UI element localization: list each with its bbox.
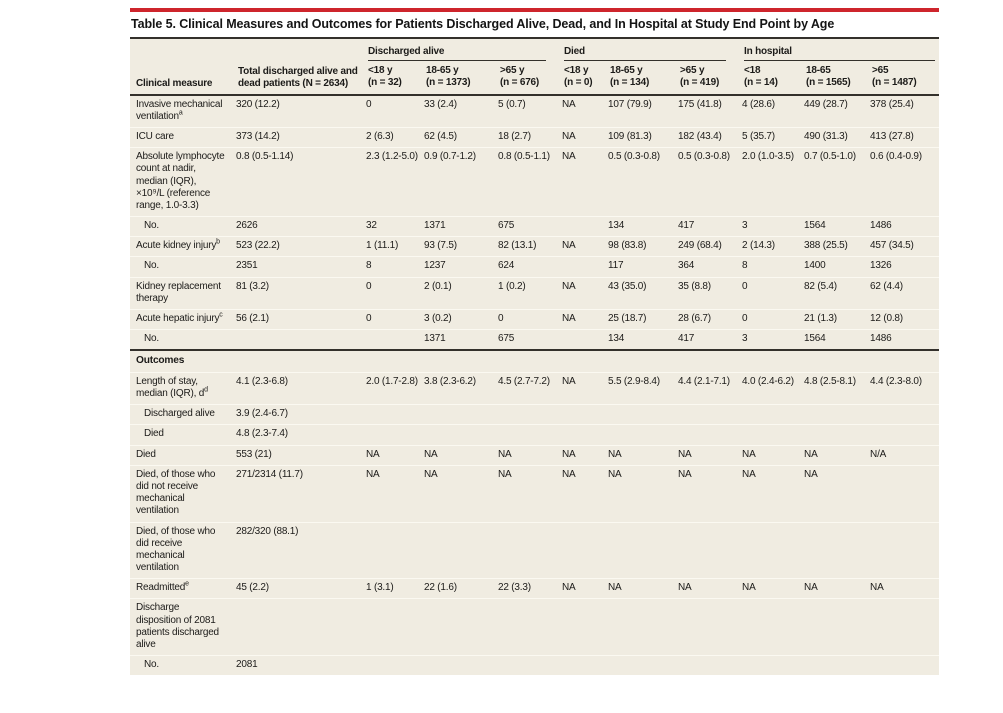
cell-ih-18-65	[804, 656, 870, 676]
cell-ih-under18: 5 (35.7)	[742, 127, 804, 147]
cell-da-18-65: NA	[424, 465, 498, 522]
section-row	[130, 350, 939, 372]
cell-ih-over65	[870, 405, 939, 425]
cell-ih-over65: 0.6 (0.4-0.9)	[870, 148, 939, 217]
table-row	[130, 237, 939, 257]
cell-died-18-65: 134	[608, 217, 678, 237]
cell-da-over65: NA	[498, 465, 562, 522]
cell-ih-18-65: 0.7 (0.5-1.0)	[804, 148, 870, 217]
cell-da-18-65: 3.8 (2.3-6.2)	[424, 372, 498, 404]
cell-da-18-65: NA	[424, 445, 498, 465]
cell-ih-under18	[742, 522, 804, 579]
cell-died-over65	[678, 405, 742, 425]
cell-died-18-65	[608, 656, 678, 676]
cell-da-under18	[366, 425, 424, 445]
cell-ih-over65: 4.4 (2.3-8.0)	[870, 372, 939, 404]
cell-ih-over65	[870, 465, 939, 522]
cell-ih-18-65: 21 (1.3)	[804, 310, 870, 330]
cell-ih-18-65: NA	[804, 465, 870, 522]
cell-da-over65: 4.5 (2.7-7.2)	[498, 372, 562, 404]
cell-died-under18	[562, 522, 608, 579]
cell-total: 56 (2.1)	[236, 310, 366, 330]
cell-died-18-65: 117	[608, 257, 678, 277]
row-label: Kidney replacement therapy	[130, 277, 236, 309]
cell-died-under18: NA	[562, 277, 608, 309]
cell-died-over65: 249 (68.4)	[678, 237, 742, 257]
cell-ih-over65: NA	[870, 579, 939, 599]
cell-da-under18	[366, 522, 424, 579]
cell-da-over65: 0.8 (0.5-1.1)	[498, 148, 562, 217]
cell-ih-18-65	[804, 599, 870, 656]
cell-ih-over65: 378 (25.4)	[870, 95, 939, 128]
cell-died-18-65: 107 (79.9)	[608, 95, 678, 128]
cell-ih-under18: 3	[742, 330, 804, 351]
cell-ih-18-65: 82 (5.4)	[804, 277, 870, 309]
header-group-discharged-alive	[366, 39, 562, 61]
cell-died-over65: 182 (43.4)	[678, 127, 742, 147]
cell-da-18-65	[424, 656, 498, 676]
cell-da-over65: 5 (0.7)	[498, 95, 562, 128]
cell-ih-over65: 1486	[870, 330, 939, 351]
cell-total: 0.8 (0.5-1.14)	[236, 148, 366, 217]
cell-died-18-65: 134	[608, 330, 678, 351]
cell-died-over65: NA	[678, 445, 742, 465]
table-row	[130, 148, 939, 217]
cell-total: 320 (12.2)	[236, 95, 366, 128]
table-block	[130, 8, 939, 675]
cell-died-over65	[678, 599, 742, 656]
cell-da-under18	[366, 330, 424, 351]
cell-ih-over65: 12 (0.8)	[870, 310, 939, 330]
cell-ih-under18: 2.0 (1.0-3.5)	[742, 148, 804, 217]
table-row	[130, 257, 939, 277]
cell-died-18-65: NA	[608, 445, 678, 465]
cell-ih-under18: 8	[742, 257, 804, 277]
table-row	[130, 445, 939, 465]
cell-ih-18-65: 449 (28.7)	[804, 95, 870, 128]
cell-da-over65: 0	[498, 310, 562, 330]
cell-da-18-65: 1371	[424, 217, 498, 237]
cell-da-18-65: 33 (2.4)	[424, 95, 498, 128]
cell-died-under18: NA	[562, 372, 608, 404]
header-total-column: Total discharged alive and dead patients (N = 2634)	[236, 39, 366, 95]
cell-died-18-65: 0.5 (0.3-0.8)	[608, 148, 678, 217]
subcol-died-over65: >65 y (n = 419)	[678, 61, 742, 94]
cell-died-under18: NA	[562, 445, 608, 465]
row-label: No.	[130, 330, 236, 351]
header-group-row	[130, 39, 939, 61]
row-label: Readmitted$^e$	[130, 579, 236, 599]
row-label: Invasive mechanical ventilation$^a$	[130, 95, 236, 128]
cell-ih-over65	[870, 599, 939, 656]
table-row	[130, 656, 939, 676]
cell-total: 523 (22.2)	[236, 237, 366, 257]
cell-ih-over65: 413 (27.8)	[870, 127, 939, 147]
cell-died-under18	[562, 656, 608, 676]
table-row	[130, 599, 939, 656]
cell-died-under18: NA	[562, 310, 608, 330]
cell-da-over65: 675	[498, 330, 562, 351]
cell-died-18-65	[608, 405, 678, 425]
cell-da-over65	[498, 656, 562, 676]
cell-da-over65	[498, 599, 562, 656]
row-label: Acute kidney injury$^b$	[130, 237, 236, 257]
cell-ih-under18	[742, 405, 804, 425]
cell-died-over65: 417	[678, 217, 742, 237]
cell-died-over65	[678, 656, 742, 676]
clinical-table	[130, 39, 939, 675]
table-row	[130, 127, 939, 147]
cell-ih-over65	[870, 522, 939, 579]
table-row	[130, 217, 939, 237]
cell-da-18-65: 1371	[424, 330, 498, 351]
cell-ih-over65: 62 (4.4)	[870, 277, 939, 309]
cell-da-18-65: 0.9 (0.7-1.2)	[424, 148, 498, 217]
cell-da-under18: 0	[366, 95, 424, 128]
table-header	[130, 39, 939, 95]
cell-ih-over65	[870, 425, 939, 445]
table-row	[130, 405, 939, 425]
cell-ih-18-65	[804, 425, 870, 445]
cell-ih-under18	[742, 425, 804, 445]
cell-da-over65: 82 (13.1)	[498, 237, 562, 257]
cell-ih-under18: NA	[742, 445, 804, 465]
cell-ih-18-65: 490 (31.3)	[804, 127, 870, 147]
cell-died-over65: 417	[678, 330, 742, 351]
table-row	[130, 310, 939, 330]
cell-ih-over65	[870, 656, 939, 676]
cell-died-18-65: NA	[608, 579, 678, 599]
subcol-died-under18: <18 y (n = 0)	[562, 61, 608, 94]
row-label: Died	[130, 425, 236, 445]
cell-total: 4.8 (2.3-7.4)	[236, 425, 366, 445]
cell-da-under18	[366, 405, 424, 425]
cell-da-under18: 2 (6.3)	[366, 127, 424, 147]
table-row	[130, 579, 939, 599]
row-label: Discharge disposition of 2081 patients discharged alive	[130, 599, 236, 656]
cell-da-18-65: 1237	[424, 257, 498, 277]
cell-da-under18: 2.3 (1.2-5.0)	[366, 148, 424, 217]
cell-da-18-65	[424, 425, 498, 445]
table-row	[130, 465, 939, 522]
cell-died-under18	[562, 405, 608, 425]
table-row	[130, 372, 939, 404]
cell-died-under18: NA	[562, 95, 608, 128]
cell-da-18-65: 62 (4.5)	[424, 127, 498, 147]
cell-total: 282/320 (88.1)	[236, 522, 366, 579]
row-label: No.	[130, 217, 236, 237]
cell-total: 553 (21)	[236, 445, 366, 465]
row-label: Discharged alive	[130, 405, 236, 425]
row-label: Acute hepatic injury$^c$	[130, 310, 236, 330]
cell-da-under18: 8	[366, 257, 424, 277]
cell-ih-18-65: 1564	[804, 217, 870, 237]
cell-died-under18: NA	[562, 148, 608, 217]
row-label: Absolute lymphocyte count at nadir, median (IQR), ×10⁹/L (reference range, 1.0-3.3)	[130, 148, 236, 217]
cell-da-under18: 1 (11.1)	[366, 237, 424, 257]
table-row	[130, 330, 939, 351]
cell-da-over65: 22 (3.3)	[498, 579, 562, 599]
cell-total	[236, 330, 366, 351]
cell-da-18-65: 22 (1.6)	[424, 579, 498, 599]
cell-died-under18: NA	[562, 465, 608, 522]
header-group-in-hospital	[742, 39, 939, 61]
cell-died-under18	[562, 599, 608, 656]
cell-ih-18-65: 1564	[804, 330, 870, 351]
cell-ih-under18: 3	[742, 217, 804, 237]
cell-da-under18	[366, 599, 424, 656]
cell-ih-18-65	[804, 522, 870, 579]
cell-da-under18: NA	[366, 465, 424, 522]
row-label: No.	[130, 257, 236, 277]
cell-ih-18-65: 388 (25.5)	[804, 237, 870, 257]
cell-died-18-65: 25 (18.7)	[608, 310, 678, 330]
cell-died-over65: 0.5 (0.3-0.8)	[678, 148, 742, 217]
cell-ih-18-65: 1400	[804, 257, 870, 277]
cell-died-under18	[562, 330, 608, 351]
cell-ih-under18: 4 (28.6)	[742, 95, 804, 128]
header-clinical-measure: Clinical measure	[130, 39, 236, 95]
group-label: In hospital	[744, 43, 935, 61]
cell-ih-under18: 0	[742, 277, 804, 309]
table-title: Table 5. Clinical Measures and Outcomes for Patients Discharged Alive, Dead, and In Hospital at Study End Point by Age	[131, 17, 835, 31]
cell-da-18-65	[424, 405, 498, 425]
cell-da-under18: NA	[366, 445, 424, 465]
cell-ih-under18	[742, 599, 804, 656]
cell-total	[236, 599, 366, 656]
subcol-ih-18-65: 18-65 (n = 1565)	[804, 61, 870, 94]
cell-died-over65	[678, 522, 742, 579]
cell-died-18-65	[608, 425, 678, 445]
subcol-ih-under18: <18 (n = 14)	[742, 61, 804, 94]
cell-ih-18-65	[804, 405, 870, 425]
cell-da-over65	[498, 522, 562, 579]
cell-total: 2626	[236, 217, 366, 237]
section-label: Outcomes	[130, 350, 939, 372]
cell-died-over65: 35 (8.8)	[678, 277, 742, 309]
group-label: Died	[564, 43, 726, 61]
cell-died-18-65: 5.5 (2.9-8.4)	[608, 372, 678, 404]
cell-total: 271/2314 (11.7)	[236, 465, 366, 522]
cell-died-over65: 364	[678, 257, 742, 277]
cell-da-under18: 0	[366, 277, 424, 309]
cell-da-over65	[498, 405, 562, 425]
cell-ih-18-65: 4.8 (2.5-8.1)	[804, 372, 870, 404]
table-wrapper	[130, 39, 939, 675]
cell-ih-under18: 2 (14.3)	[742, 237, 804, 257]
subcol-da-over65: >65 y (n = 676)	[498, 61, 562, 94]
cell-total: 4.1 (2.3-6.8)	[236, 372, 366, 404]
row-label: Died	[130, 445, 236, 465]
cell-died-over65: NA	[678, 579, 742, 599]
cell-ih-18-65: NA	[804, 445, 870, 465]
cell-died-18-65: 43 (35.0)	[608, 277, 678, 309]
cell-da-over65: 624	[498, 257, 562, 277]
cell-died-over65: 175 (41.8)	[678, 95, 742, 128]
cell-died-18-65: NA	[608, 465, 678, 522]
subcol-da-18-65: 18-65 y (n = 1373)	[424, 61, 498, 94]
cell-da-under18: 32	[366, 217, 424, 237]
subcol-died-18-65: 18-65 y (n = 134)	[608, 61, 678, 94]
cell-ih-over65: N/A	[870, 445, 939, 465]
row-label: Died, of those who did not receive mechanical ventilation	[130, 465, 236, 522]
cell-died-under18: NA	[562, 237, 608, 257]
subcol-da-under18: <18 y (n = 32)	[366, 61, 424, 94]
cell-da-over65	[498, 425, 562, 445]
cell-died-under18	[562, 217, 608, 237]
cell-ih-under18: 4.0 (2.4-6.2)	[742, 372, 804, 404]
group-label: Discharged alive	[368, 43, 546, 61]
cell-ih-under18: NA	[742, 465, 804, 522]
cell-died-under18: NA	[562, 579, 608, 599]
table-row	[130, 522, 939, 579]
table-body	[130, 95, 939, 676]
subcol-ih-over65: >65 (n = 1487)	[870, 61, 939, 94]
row-label: Length of stay, median (IQR), $d^d$	[130, 372, 236, 404]
cell-da-under18	[366, 656, 424, 676]
cell-total: 81 (3.2)	[236, 277, 366, 309]
cell-da-18-65	[424, 599, 498, 656]
cell-ih-under18	[742, 656, 804, 676]
cell-total: 2081	[236, 659, 258, 671]
table-row	[130, 277, 939, 309]
cell-da-18-65: 2 (0.1)	[424, 277, 498, 309]
cell-total: 373 (14.2)	[236, 127, 366, 147]
cell-died-under18	[562, 257, 608, 277]
cell-ih-under18: 0	[742, 310, 804, 330]
cell-da-under18: 1 (3.1)	[366, 579, 424, 599]
cell-died-over65	[678, 425, 742, 445]
table-row	[130, 95, 939, 128]
cell-ih-over65: 457 (34.5)	[870, 237, 939, 257]
cell-ih-over65: 1326	[870, 257, 939, 277]
row-label: ICU care	[130, 127, 236, 147]
cell-died-18-65: 98 (83.8)	[608, 237, 678, 257]
cell-total: 2351	[236, 257, 366, 277]
header-group-died	[562, 39, 742, 61]
cell-da-over65: 18 (2.7)	[498, 127, 562, 147]
cell-da-under18: 2.0 (1.7-2.8)	[366, 372, 424, 404]
cell-da-over65: 1 (0.2)	[498, 277, 562, 309]
cell-ih-under18: NA	[742, 579, 804, 599]
table-row	[130, 425, 939, 445]
cell-da-18-65: 3 (0.2)	[424, 310, 498, 330]
cell-died-under18	[562, 425, 608, 445]
cell-died-over65: NA	[678, 465, 742, 522]
cell-died-18-65	[608, 599, 678, 656]
cell-da-over65: 675	[498, 217, 562, 237]
cell-total: 3.9 (2.4-6.7)	[236, 405, 366, 425]
row-label: Died, of those who did receive mechanical ventilation	[130, 522, 236, 579]
cell-da-under18: 0	[366, 310, 424, 330]
cell-ih-over65: 1486	[870, 217, 939, 237]
cell-ih-18-65: NA	[804, 579, 870, 599]
cell-da-18-65	[424, 522, 498, 579]
cell-total: 45 (2.2)	[236, 579, 366, 599]
cell-died-over65: 4.4 (2.1-7.1)	[678, 372, 742, 404]
cell-da-18-65: 93 (7.5)	[424, 237, 498, 257]
cell-died-over65: 28 (6.7)	[678, 310, 742, 330]
cell-died-18-65: 109 (81.3)	[608, 127, 678, 147]
cell-died-under18: NA	[562, 127, 608, 147]
cell-da-over65: NA	[498, 445, 562, 465]
row-label: No.	[144, 659, 159, 671]
cell-died-18-65	[608, 522, 678, 579]
